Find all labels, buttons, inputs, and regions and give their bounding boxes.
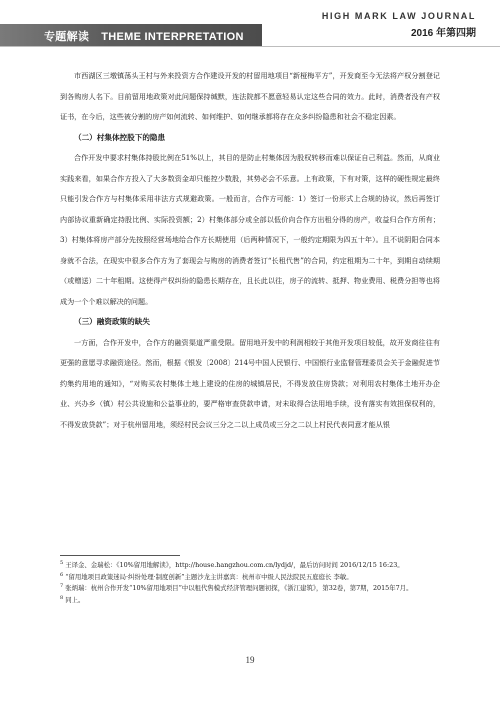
page-number: 19 xyxy=(245,655,255,665)
section-title-en: THEME INTERPRETATION xyxy=(101,31,244,43)
paragraph-3-text: 一方面，合作开发中，合作方的融资渠道严重受限。留用地开发中的利润相较于其他开发项目较低，故开发商往往有更强的意愿寻求融资途径。然而，根据《银发〔2008〕214号中国人民银行、中国银行业监督管理委员会关于金融促进节约集约用地的通知》，“对购买农村集体土地上建设的住房的城镇居民，不得发放住房贷款；对利用农村集体土地开办企业、兴办乡（镇）村公共设施和公益事业的，要严格审查贷款申请，对未取得合法用地手续，没有落实有效担保权利的，不得发放贷款”；对于杭州留用地，须经村民会议三分之二以上成员或三分之二以上村民代表同意才能从银 xyxy=(60,337,440,429)
footnote: $^6$ “留用地项目政策迷局·纠纷处理·制度创新”主题沙龙主讲嘉宾：杭州市中级人民法院民五庭庭长 李敏。 xyxy=(60,571,353,581)
paragraph-3 xyxy=(60,333,440,436)
paragraph-2 xyxy=(60,148,440,312)
footnote: $^8$ 同上。 xyxy=(60,594,85,604)
journal-issue: 2016 年第四期 xyxy=(410,28,476,39)
journal-title: HIGH MARK LAW JOURNAL xyxy=(321,11,476,21)
footnote-divider xyxy=(60,555,180,556)
journal-header xyxy=(322,11,476,39)
paragraph-2-text: 合作开发中要求村集体持股比例在51%以上，其目的是防止村集体因为股权转移而难以保证自己利益。然而，从商业实践来看，如果合作方投入了大多数资金却只能控少数股，其势必会不乐意。上有政策，下有对策，这样的硬性规定最终只能引发合作方与村集体采用非法方式规避政策。一般而言，合作方可能：1）签订一份形式上合规的协议，然后再签订内部协议重新确定持股比例、实际投资额；2）村集体部分或全部以低价向合作方出租分得的房产，收益归合作方所有；3）村集体将房产部分先按照经营场地给合作方长期使用（后两种情况下，一般约定期限为四五十年）。且不说阴阳合同本身就不合法，在现实中很多合作方为了套现会与购房的消费者签订“长租代售”的合同，约定租期为二十年，到期自动续期（或赠送）二十年租期。这使得产权纠纷的隐患长期存在，且长此以往，房子的流转、抵押、物业费用、税费分担等也将成为一个个难以解决的问题。 xyxy=(60,153,440,306)
footnote: $^5$ 王译金、金瑞松：《10%留用地解读》，http://house.hangzhou.com.cn/lydjd/，最后访问时间 2016/12/15 16:23。 xyxy=(60,559,404,569)
footnote: $^7$ 张炳瑞：杭州合作开发“10%留用地项目”中以租代售模式经济管理问题初探，《浙江建筑》，第32卷，第7期，2015年7月。 xyxy=(60,582,413,592)
paragraph-1-text: 市西湖区三墩镇荡头王村与外来投资方合作建设开发的村留用地项目“新桠梅平方”，开发商至今无法将产权分割登记到各购房人名下。目前留用地政策对此问题保持缄默，连法院都不愿意轻易认定这些合同的效力。此时，消费者没有产权证书，在今后，这些被分割的房产如何流转、如何维护、如何继承都将存在众多纠纷隐患和社会不稳定因素。 xyxy=(60,71,440,121)
paragraph-1 xyxy=(60,66,440,128)
section-title xyxy=(44,28,244,44)
section-title-cn: 专题解读 xyxy=(44,31,90,43)
subheading-2: （二）村集体控股下的隐患 xyxy=(74,132,166,142)
section-banner xyxy=(0,24,262,46)
footnotes xyxy=(60,560,440,606)
article-body xyxy=(60,66,440,435)
header-divider xyxy=(0,46,500,47)
subheading-3: （三）融资政策的缺失 xyxy=(74,317,150,326)
